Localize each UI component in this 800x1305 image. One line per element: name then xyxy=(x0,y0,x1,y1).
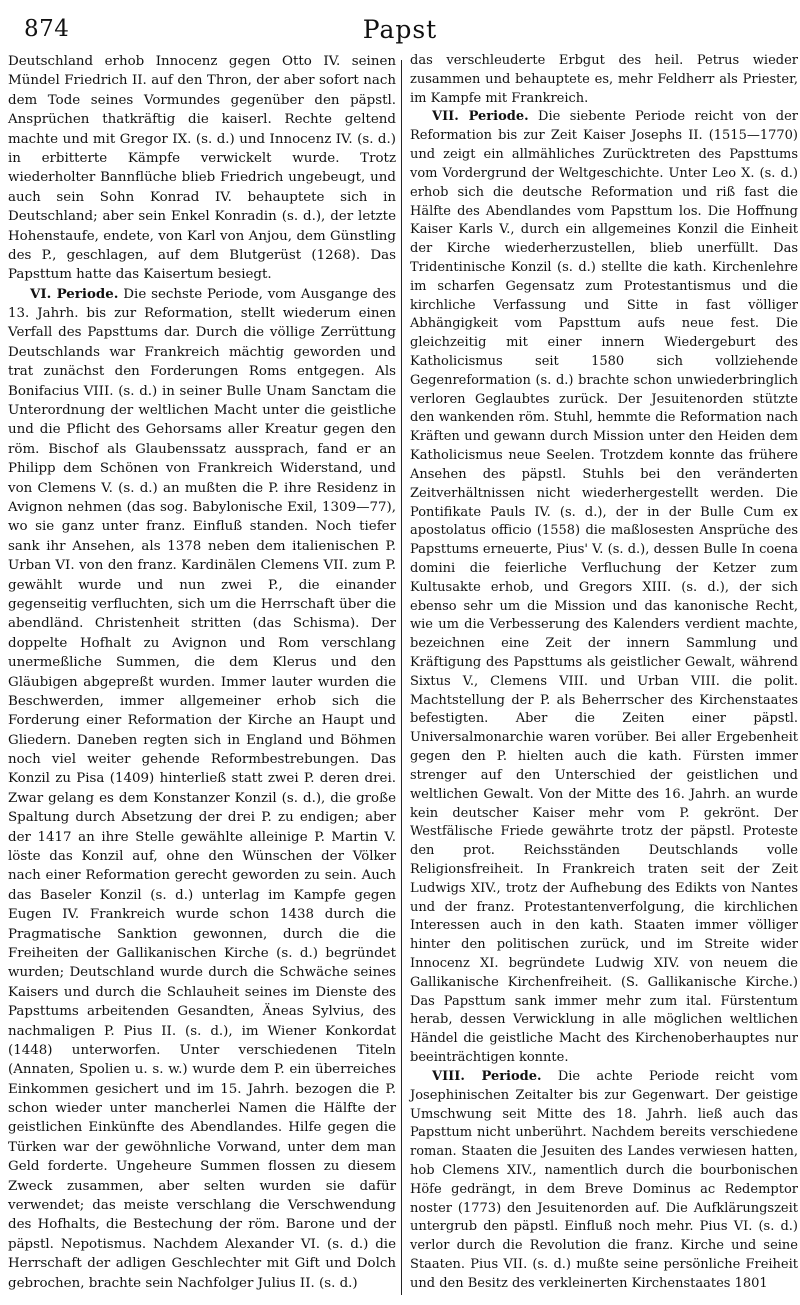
paragraph-continuation: das verschleuderte Erbgut des heil. Petrus wieder zusammen und behauptete es, mehr Feldherr als Priester, im Kampfe mit Frankreich. xyxy=(410,53,798,106)
left-column xyxy=(8,52,396,1293)
period-heading: VI. Periode. xyxy=(30,285,119,302)
right-column xyxy=(410,52,798,1294)
paragraph-text: Die sechste Periode, vom Ausgange des 13. Jahrh. bis zur Reformation, stellt wiederum einen Verfall des Papsttums dar. Durch die völlige Zerrüttung Deutschlands war Frankreich mächtig geworden und trat zunächst den Forderungen Roms entgegen. Als Bonifacius VIII. (s. d.) in seiner Bulle Unam Sanctam die Unterordnung der weltlichen Macht unter die geistliche und die Pflicht des Gehorsams aller Kreatur gegen den röm. Bischof als Glaubenssatz aussprach, fand er an Philipp dem Schönen von Frankreich Widerstand, und von Clemens V. (s. d.) an mußten die P. ihre Residenz in Avignon nehmen (das sog. Babylonische Exil, 1309—77), wo sie ganz unter franz. Einfluß standen. Noch tiefer sank ihr Ansehen, als 1378 neben dem italienischen P. Urban VI. von den franz. Kardinälen Clemens VII. zum P. gewählt wurde und nun zwei P., die einander gegenseitig verfluchten, sich um die Herrschaft über die abendländ. Christenheit stritten (das Schisma). Der doppelte Hofhalt zu Avignon und Rom verschlang unermeßliche Summen, die dem Klerus und den Gläubigen abgepreßt wurden. Immer lauter wurden die Beschwerden, immer allgemeiner erhob sich die Forderung einer Reformation der Kirche an Haupt und Gliedern. Daneben regten sich in England und Böhmen noch viel weiter gehende Reformbestrebungen. Das Konzil zu Pisa (1409) hinterließ statt zwei P. deren drei. Zwar gelang es dem Konstanzer Konzil (s. d.), die große Spaltung durch Absetzung der drei P. zu endigen; aber der 1417 an ihre Stelle gewählte alleinige P. Martin V. löste das Konzil auf, ohne den Wünschen der Völker nach einer Reformation gerecht geworden zu sein. Auch das Baseler Konzil (s. d.) unterlag im Kampfe gegen Eugen IV. Frankreich wurde schon 1438 durch die Pragmatische Sanktion gewonnen, durch die die Freiheiten der Gallikanischen Kirche (s. d.) begründet wurden; Deutschland wurde durch die Schwäche seines Kaisers und durch die Schlauheit seines im Dienste des Papsttums arbeitenden Gesandten, Äneas Sylvius, des nachmaligen P. Pius II. (s. d.), im Wiener Konkordat (1448) unterworfen. Unter verschiedenen Titeln (Annaten, Spolien u. s. w.) wurde dem P. ein überreiches Einkommen gesichert und im 15. Jahrh. bezogen die P. schon wieder unter mancherlei Namen die Hälfte der geistlichen Einkünfte des Abendlandes. Hilfe gegen die Türken war der gewöhnliche Vorwand, unter dem man Geld forderte. Ungeheure Summen flossen zu diesem Zweck zusammen, aber selten wurden sie dafür verwendet; das meiste verschlang die Verschwendung des Hofhalts, die Bestechung der röm. Barone und der päpstl. Nepotismus. Nachdem Alexander VI. (s. d.) die Herrschaft der adligen Geschlechter mit Gift und Dolch gebrochen, brachte sein Nachfolger Julius II. (s. d.) xyxy=(8,286,396,1291)
period-heading: VIII. Periode. xyxy=(432,1068,542,1084)
period-heading: VII. Periode. xyxy=(432,109,529,125)
page-number: 874 xyxy=(24,16,70,42)
running-head: Papst xyxy=(362,15,438,44)
paragraph-period-7 xyxy=(410,108,798,1067)
paragraph-period-8 xyxy=(410,1068,798,1294)
paragraph-text: Die achte Periode reicht vom Josephinischen Zeitalter bis zur Gegenwart. Der geistige Umschwung seit Mitte des 18. Jahrh. ließ auch das Papsttum nicht unberührt. Nachdem bereits verschiedene roman. Staaten die Jesuiten des Landes verwiesen hatten, hob Clemens XIV., namentlich durch die bourbonischen Höfe gedrängt, in dem Breve Dominus ac Redemptor noster (1773) den Jesuitenorden auf. Die Aufklärungszeit untergrub den päpstl. Einfluß noch mehr. Pius VI. (s. d.) verlor durch die Revolution die franz. Kirche und seine Staaten. Pius VII. (s. d.) mußte seine persönliche Freiheit und den Besitz des verkleinerten Kirchenstaates 1801 xyxy=(410,1068,798,1291)
paragraph-period-6 xyxy=(8,285,396,1293)
paragraph-text: Die siebente Periode reicht von der Reformation bis zur Zeit Kaiser Josephs II. (1515—1770) und zeigt ein allmähliches Zurücktreten des Papsttums vom Vordergrund der Weltgeschichte. Unter Leo X. (s. d.) erhob sich die deutsche Reformation und riß fast die Hälfte des Abendlandes vom Papsttum los. Die Hoffnung Kaiser Karls V., durch ein allgemeines Konzil die Einheit der Kirche wiederherzustellen, blieb unerfüllt. Das Tridentinische Konzil (s. d.) stellte die kath. Kirchenlehre im scharfen Gegensatz zum Protestantismus und die kirchliche Verfassung und Sitte in fast völliger Abhängigkeit vom Papsttum aufs neue fest. Die gleichzeitig mit einer innern Wiedergeburt des Katholicismus seit 1580 sich vollziehende Gegenreformation (s. d.) brachte schon unwiederbringlich verloren Geglaubtes zurück. Der Jesuitenorden stützte den wankenden röm. Stuhl, hemmte die Reformation nach Kräften und gewann durch Mission unter den Heiden dem Katholicismus neue Seelen. Trotzdem konnte das frühere Ansehen des päpstl. Stuhls bei den veränderten Zeitverhältnissen nicht wiederhergestellt werden. Die Pontifikate Pauls IV. (s. d.), der in der Bulle Cum ex apostolatus officio (1558) die maßlosesten Ansprüche des Papsttums erneuerte, Pius' V. (s. d.), dessen Bulle In coena domini die feierliche Verfluchung der Ketzer zum Kultusakte erhob, und Gregors XIII. (s. d.), der sich ebenso sehr um die Mission und das kanonische Recht, wie um die Verbesserung des Kalenders verdient machte, bezeichnen eine Zeit der innern Sammlung und Kräftigung des Papsttums als geistlicher Gewalt, während Sixtus V., Clemens VIII. und Urban VIII. die polit. Machtstellung der P. als Beherrscher des Kirchenstaates befestigten. Aber die Zeiten einer päpstl. Universalmonarchie waren vorüber. Bei aller Ergebenheit gegen den P. hielten auch die kath. Fürsten immer strenger auf den Unterschied der geistlichen und weltlichen Gewalt. Von der Mitte des 16. Jahrh. an wurde kein deutscher Kaiser mehr vom P. gekrönt. Der Westfälische Friede gewährte trotz der päpstl. Proteste den prot. Reichsständen Deutschlands volle Religionsfreiheit. In Frankreich traten seit der Zeit Ludwigs XIV., trotz der Aufhebung des Edikts von Nantes und der franz. Protestantenverfolgung, die kirchlichen Interessen auch in den kath. Staaten immer völliger hinter den politischen zurück, und im Streite wider Innocenz XI. begründete Ludwig XIV. von neuem die Gallikanische Kirchenfreiheit. (S. Gallikanische Kirche.) Das Papsttum sank immer mehr zum ital. Fürstentum herab, dessen Verwicklung in alle möglichen weltlichen Händel die geistliche Macht des Kirchenoberhauptes nur beeinträchtigen konnte. xyxy=(410,109,798,1066)
page-header xyxy=(14,6,786,46)
column-divider xyxy=(401,60,402,1295)
paragraph-continuation: Deutschland erhob Innocenz gegen Otto IV. seinen Mündel Friedrich II. auf den Thron, der aber sofort nach dem Tode seines Vormundes gegenüber den päpstl. Ansprüchen thatkräftig die kaiserl. Rechte geltend machte und mit Gregor IX. (s. d.) und Innocenz IV. (s. d.) in erbitterte Kämpfe verwickelt wurde. Trotz wiederholter Bannflüche blieb Friedrich ungebeugt, und auch sein Sohn Konrad IV. behauptete sich in Deutschland; aber sein Enkel Konradin (s. d.), der letzte Hohenstaufe, endete, von Karl von Anjou, dem Günstling des P., geschlagen, auf dem Blutgerüst (1268). Das Papsttum hatte das Kaisertum besiegt. xyxy=(8,54,396,283)
